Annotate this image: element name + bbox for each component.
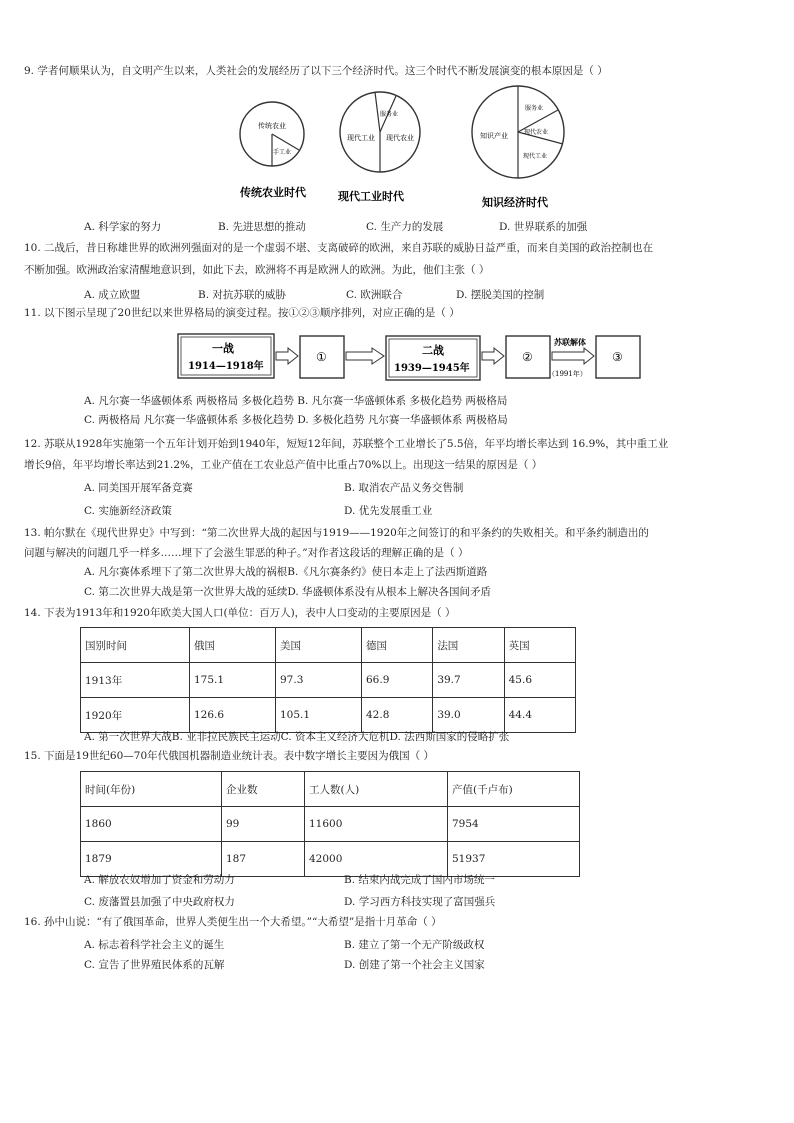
table-cell: 1913年	[81, 663, 190, 698]
q13-options-ab[interactable]: A. 凡尔赛体系埋下了第二次世界大战的祸根B.《凡尔赛条约》使日本走上了法西斯道路	[84, 566, 488, 578]
q12-option-d[interactable]: D. 优先发展重工业	[344, 505, 433, 517]
pie-modern-industry	[337, 92, 420, 203]
table-cell: 美国	[276, 628, 362, 663]
table-cell: 法国	[433, 628, 504, 663]
q10-stem-line2: 不断加强。欧洲政治家清醒地意识到，如此下去，欧洲将不再是欧洲人的欧洲。为此，他们主张（ ）	[24, 264, 490, 276]
q10-stem-line1: 10. 二战后，昔日称雄世界的欧洲列强面对的是一个虚弱不堪、支离破碎的欧洲，来自苏联的威胁日益严重，而来自美国的政治控制也在	[24, 242, 654, 254]
table-row	[81, 698, 576, 733]
table-cell: 7954	[448, 807, 580, 842]
table-cell: 97.3	[276, 663, 362, 698]
pie3-label-1: 现代农业	[524, 129, 549, 136]
table-cell: 105.1	[276, 698, 362, 733]
q15-option-c[interactable]: C. 废藩置县加强了中央政府权力	[84, 896, 235, 908]
q14-population-table	[80, 627, 576, 733]
q10-option-c[interactable]: C. 欧洲联合	[346, 289, 403, 301]
q9-option-b[interactable]: B. 先进思想的推动	[218, 221, 306, 233]
q13-stem-line1: 13. 帕尔默在《现代世界史》中写到：“第二次世界大战的起因与1919——1920年之间签订的和平条约的失败相关。和平条约制造出的	[24, 527, 649, 539]
flow-arrow-2	[346, 348, 384, 364]
q9-option-d[interactable]: D. 世界联系的加强	[499, 221, 588, 233]
table-cell: 175.1	[190, 663, 276, 698]
table-cell: 42000	[305, 842, 448, 877]
q10-option-b[interactable]: B. 对抗苏联的威胁	[198, 289, 286, 301]
q11-options-ab[interactable]: A. 凡尔赛一华盛顿体系 两极格局 多极化趋势 B. 凡尔赛一华盛顿体系 多极化趋势 两极格局	[84, 395, 508, 407]
q16-option-c[interactable]: C. 宣告了世界殖民体系的瓦解	[84, 959, 225, 971]
table-cell: 99	[222, 807, 305, 842]
flow-arrow-4	[552, 348, 594, 364]
q9-pie-charts	[220, 82, 580, 210]
table-cell: 39.7	[433, 663, 504, 698]
table-cell: 企业数	[222, 772, 305, 807]
pie2-caption: 现代工业时代	[338, 190, 404, 203]
q9-option-c[interactable]: C. 生产力的发展	[366, 221, 444, 233]
q15-option-d[interactable]: D. 学习西方科技实现了富国强兵	[344, 896, 496, 908]
pie1-caption: 传统农业时代	[240, 186, 306, 199]
table-cell: 俄国	[190, 628, 276, 663]
q10-option-a[interactable]: A. 成立欧盟	[84, 289, 141, 301]
table-cell: 德国	[362, 628, 433, 663]
q15-option-a[interactable]: A. 解放农奴增加了资金和劳动力	[84, 874, 235, 886]
q12-stem-line2: 增长9倍，年平均增长率达到21.2%，工业产值在工农业总产值中比重占70%以上。出现这一结果的原因是（ ）	[24, 459, 543, 471]
flow-n1: ①	[316, 350, 327, 364]
q16-stem: 16. 孙中山说：“有了俄国革命，世界人类便生出一个大希望。”“大希望”是指十月革命（ ）	[24, 916, 442, 928]
pie1-label-1: 手工业	[273, 149, 292, 156]
flow-ww1-label: 一战	[212, 342, 234, 355]
q15-option-b[interactable]: B. 结束内战完成了国内市场统一	[344, 874, 495, 886]
flow-ussr-label: 苏联解体	[554, 337, 586, 347]
q13-options-cd[interactable]: C. 第二次世界大战是第一次世界大战的延续D. 华盛顿体系没有从根本上解决各国间矛盾	[84, 586, 492, 598]
q9-stem: 9. 学者何顺果认为，自文明产生以来，人类社会的发展经历了以下三个经济时代。这三个时代不断发展演变的根本原因是（ ）	[24, 65, 608, 77]
table-cell: 45.6	[504, 663, 575, 698]
pie2-label-0: 现代工业	[347, 134, 375, 142]
q13-stem-line2: 问题与解决的问题几乎一样多……埋下了会滋生罪恶的种子。”对作者这段话的理解正确的是（ ）	[24, 547, 469, 559]
flow-ww1-years: 1914—1918年	[188, 361, 264, 372]
table-cell: 44.4	[504, 698, 575, 733]
q16-option-b[interactable]: B. 建立了第一个无产阶级政权	[344, 939, 485, 951]
q14-stem: 14. 下表为1913年和1920年欧美大国人口(单位：百万人)，表中人口变动的主要原因是（ ）	[24, 607, 456, 619]
table-cell: 66.9	[362, 663, 433, 698]
table-cell: 1860	[81, 807, 222, 842]
table-cell: 1879	[81, 842, 222, 877]
q12-option-c[interactable]: C. 实施新经济政策	[84, 505, 172, 517]
flow-ww2-label: 二战	[422, 344, 444, 357]
flow-arrow-3	[482, 348, 504, 364]
table-row	[81, 807, 580, 842]
q11-options-cd[interactable]: C. 两极格局 凡尔赛一华盛顿体系 多极化趋势 D. 多极化趋势 凡尔赛一华盛顿体系 两极格局	[84, 414, 508, 426]
table-cell: 11600	[305, 807, 448, 842]
pie1-label-0: 传统农业	[258, 122, 286, 130]
table-cell: 1920年	[81, 698, 190, 733]
table-cell: 39.0	[433, 698, 504, 733]
flow-arrow-1	[276, 348, 298, 364]
table-header-row	[81, 628, 576, 663]
table-cell: 187	[222, 842, 305, 877]
pie3-label-0: 知识产业	[480, 132, 508, 140]
pie2-label-1: 现代农业	[386, 134, 414, 142]
q16-option-a[interactable]: A. 标志着科学社会主义的诞生	[84, 939, 225, 951]
q11-stem: 11. 以下图示呈现了20世纪以来世界格局的演变过程。按①②③顺序排列，对应正确的是（ ）	[24, 307, 460, 319]
table-cell: 126.6	[190, 698, 276, 733]
pie3-label-3: 服务业	[525, 105, 544, 112]
q10-option-d[interactable]: D. 摆脱美国的控制	[456, 289, 545, 301]
table-cell: 42.8	[362, 698, 433, 733]
q9-option-a[interactable]: A. 科学家的努力	[84, 221, 162, 233]
table-header-row	[81, 772, 580, 807]
table-cell: 国别时间	[81, 628, 190, 663]
pie-knowledge-economy	[472, 86, 564, 209]
table-cell: 时间(年份)	[81, 772, 222, 807]
flow-n3: ③	[612, 350, 623, 364]
pie3-caption: 知识经济时代	[482, 196, 548, 209]
q12-stem-line1: 12. 苏联从1928年实施第一个五年计划开始到1940年，短短12年间，苏联整个工业增长了5.5倍，年平均增长率达到 16.9%，其中重工业	[24, 438, 669, 450]
q14-options[interactable]: A. 第一次世界大战B. 亚非拉民族民主运动C. 资本主义经济大危机D. 法西斯国家的侵略扩张	[84, 731, 510, 743]
pie3-label-2: 现代工业	[523, 153, 548, 160]
flow-ussr-year: （1991年）	[548, 370, 587, 378]
q15-stem: 15. 下面是19世纪60—70年代俄国机器制造业统计表。表中数字增长主要因为俄国（ ）	[24, 750, 434, 762]
table-row	[81, 663, 576, 698]
q15-machinery-table	[80, 771, 580, 877]
table-cell: 工人数(人)	[305, 772, 448, 807]
table-cell: 英国	[504, 628, 575, 663]
table-row	[81, 842, 580, 877]
pie-traditional-agriculture	[239, 102, 307, 199]
flow-n2: ②	[522, 350, 533, 364]
table-cell: 51937	[448, 842, 580, 877]
pie2-label-2: 服务业	[380, 111, 399, 118]
q12-option-a[interactable]: A. 同美国开展军备竞赛	[84, 482, 193, 494]
q11-flow-diagram	[176, 330, 656, 388]
flow-ww2-years: 1939—1945年	[394, 363, 470, 374]
q16-option-d[interactable]: D. 创建了第一个社会主义国家	[344, 959, 485, 971]
table-cell: 产值(千卢布)	[448, 772, 580, 807]
q12-option-b[interactable]: B. 取消农产品义务交售制	[344, 482, 464, 494]
